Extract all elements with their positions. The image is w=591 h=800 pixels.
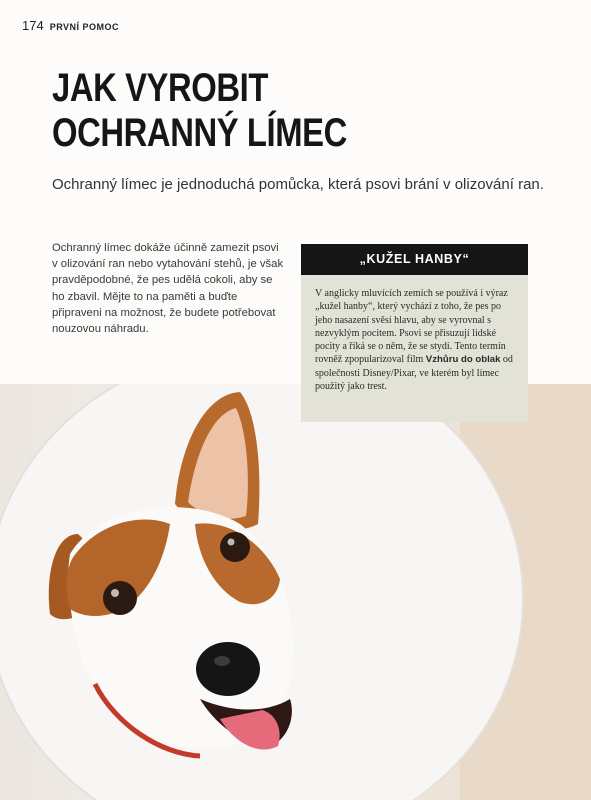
sidebar-text-part-2: od společnosti Disney/Pixar, ve kterém byl límec použitý jako trest. — [315, 354, 513, 393]
page-title-line-1: JAK VYROBIT — [52, 66, 269, 110]
kuzel-hanby-sidebar — [301, 244, 528, 422]
page-title — [52, 66, 347, 156]
page-header — [22, 18, 119, 33]
subtitle: Ochranný límec je jednoduchá pomůcka, která psovi brání v olizování ran. — [52, 176, 544, 193]
page-number: 174 — [22, 18, 44, 33]
sidebar-text-part-1: V anglicky mluvících zemích se používá i výraz „kužel hanby“, který vychází z toho, že pes po jeho nasazení svěsí hlavu, aby se vyrovnal s nezvyklým pocitem. Psovi se přisuzují lidské pocity a říká se o něm, že se stydí. Tento termín rovněž zpopularizoval film — [315, 288, 508, 366]
sidebar-film-title: Vzhůru do oblak — [425, 354, 501, 366]
body-paragraph: Ochranný límec dokáže účinně zamezit psovi v olizování ran nebo vytahování stehů, je však pravděpodobné, že pes udělá cokoli, aby se ho zbavil. Mějte to na paměti a buďte připraveni na možnost, že budete potřebovat nouzovou náhradu. — [52, 242, 284, 336]
dog-with-cone-photo — [0, 384, 591, 800]
page-title-line-2: OCHRANNÝ LÍMEC — [52, 111, 347, 155]
sidebar-title: „KUŽEL HANBY“ — [301, 244, 528, 275]
sidebar-text — [301, 275, 528, 393]
section-label: PRVNÍ POMOC — [49, 22, 120, 32]
